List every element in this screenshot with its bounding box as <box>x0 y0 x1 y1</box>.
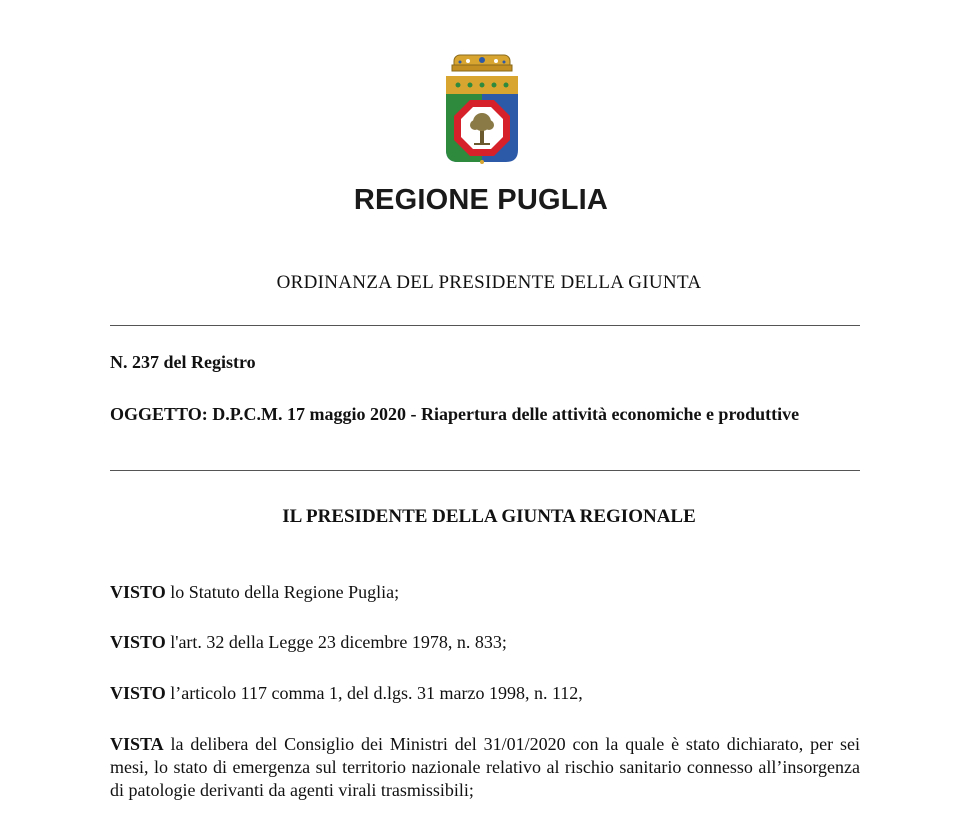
recital-text: l'art. 32 della Legge 23 dicembre 1978, n. 833; <box>165 632 507 652</box>
recital-text: l’articolo 117 comma 1, del d.lgs. 31 marzo 1998, n. 112, <box>165 683 583 703</box>
regione-puglia-logo-icon <box>440 50 524 170</box>
issuer-title: IL PRESIDENTE DELLA GIUNTA REGIONALE <box>282 506 696 527</box>
recital-paragraph <box>110 631 860 654</box>
recital-text: la delibera del Consiglio dei Ministri del 31/01/2020 con la quale è stato dichiarato, per sei mesi, lo stato di emergenza sul territorio nazionale relativo al rischio sanitario connesso all’insorgenza di patologie derivanti da agenti virali trasmissibili; <box>110 734 860 800</box>
crown-icon <box>452 55 512 71</box>
recital-keyword: VISTO <box>110 582 166 602</box>
recital-text: lo Statuto della Regione Puglia; <box>165 582 400 602</box>
recital-paragraph <box>110 682 860 705</box>
document-type-heading: ORDINANZA DEL PRESIDENTE DELLA GIUNTA <box>276 272 702 293</box>
shield-icon <box>446 76 518 164</box>
recital-paragraph <box>110 581 860 604</box>
recital-paragraph <box>110 733 860 802</box>
divider <box>110 470 860 471</box>
subject-line: OGGETTO: D.P.C.M. 17 maggio 2020 - Riapertura delle attività economiche e produttive <box>110 404 800 424</box>
recital-keyword: VISTO <box>110 632 166 652</box>
region-name: REGIONE PUGLIA <box>353 184 609 216</box>
recital-keyword: VISTA <box>110 734 164 754</box>
recital-keyword: VISTO <box>110 683 166 703</box>
registry-number: N. 237 del Registro <box>110 352 256 372</box>
divider <box>110 325 860 326</box>
